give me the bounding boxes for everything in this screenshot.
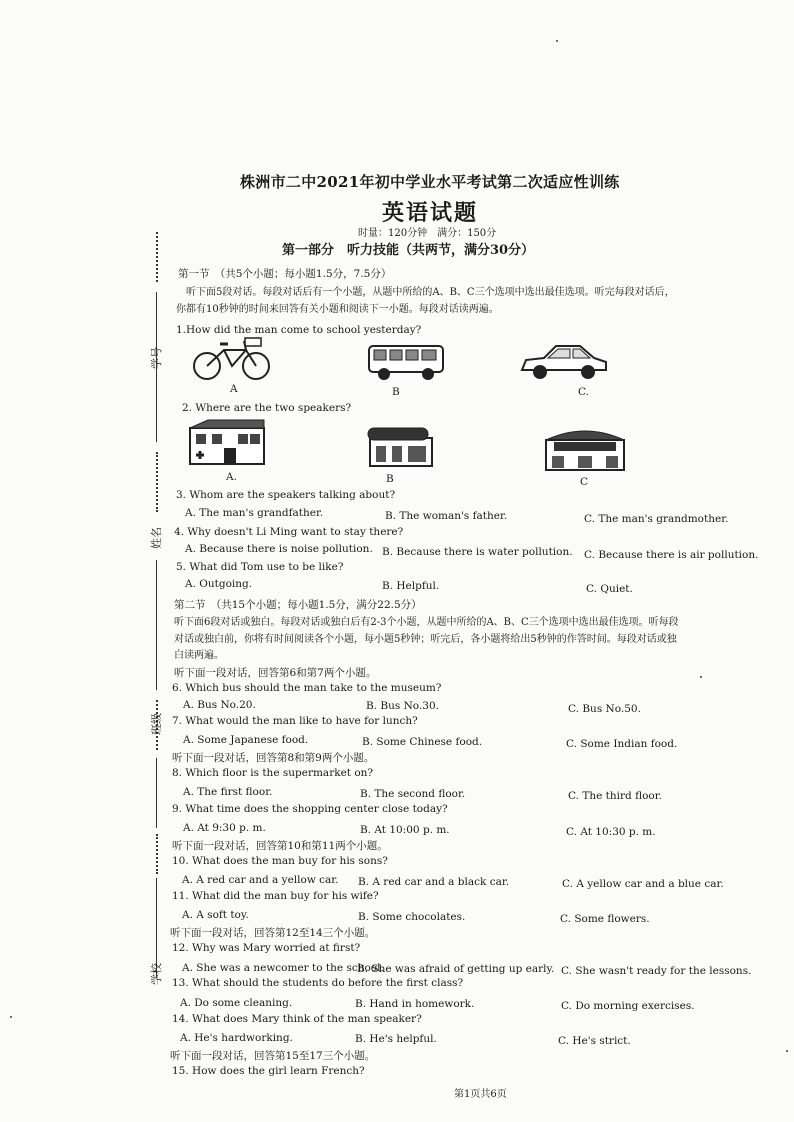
q5-option-b: B. Helpful. xyxy=(382,580,440,592)
q3-option-b: B. The woman's father. xyxy=(385,510,508,522)
restaurant-icon xyxy=(364,424,438,468)
q11-stem: 11. What did the man buy for his wife? xyxy=(172,890,379,902)
q9-option-a: A. At 9:30 p. m. xyxy=(183,822,266,834)
q13-stem: 13. What should the students do before the first class? xyxy=(172,977,464,989)
binding-dots-mid3 xyxy=(156,834,158,874)
q15-stem: 15. How does the girl learn French? xyxy=(172,1065,365,1077)
binding-dots-mid1 xyxy=(156,452,158,512)
q8-stem: 8. Which floor is the supermarket on? xyxy=(172,767,374,779)
q12-option-c: C. She wasn't ready for the lessons. xyxy=(561,965,752,977)
q6-option-b: B. Bus No.30. xyxy=(366,700,439,712)
q6-stem: 6. Which bus should the man take to the museum? xyxy=(172,682,442,694)
q4-option-b: B. Because there is water pollution. xyxy=(382,546,573,558)
q4-option-c: C. Because there is air pollution. xyxy=(584,549,759,561)
q8-option-c: C. The third floor. xyxy=(568,790,662,802)
dialog-instruction-5: 听下面一段对话，回答第15至17三个小题。 xyxy=(170,1050,376,1062)
q11-option-a: A. A soft toy. xyxy=(182,909,249,921)
section1-heading: 第一节 （共5个小题；每小题1.5分，7.5分） xyxy=(178,268,392,280)
binding-line-2 xyxy=(156,560,157,690)
section2-heading: 第二节 （共15个小题；每小题1.5分，满分22.5分） xyxy=(174,599,422,611)
name-label: 姓名 xyxy=(150,527,163,549)
q12-option-b: B. She was afraid of getting up early. xyxy=(357,963,555,975)
section1-instruction-2: 你都有10秒钟的时间来回答有关小题和阅读下一小题。每段对话读两遍。 xyxy=(176,304,499,315)
q1-option-a: A xyxy=(230,383,238,395)
page-number: 第1页共6页 xyxy=(454,1089,507,1100)
q2-option-c: C xyxy=(580,476,589,488)
q7-option-b: B. Some Chinese food. xyxy=(362,736,483,748)
q8-option-a: A. The first floor. xyxy=(183,786,273,798)
q9-stem: 9. What time does the shopping center close today? xyxy=(172,803,448,815)
q6-option-a: A. Bus No.20. xyxy=(183,699,256,711)
q4-stem: 4. Why doesn't Li Ming want to stay there? xyxy=(174,526,404,538)
car-icon xyxy=(518,342,610,382)
q3-option-c: C. The man's grandmother. xyxy=(584,513,729,525)
binding-dots-top xyxy=(156,232,158,282)
dialog-instruction-4: 听下面一段对话，回答第12至14三个小题。 xyxy=(170,927,376,939)
q1-option-c: C. xyxy=(578,386,589,398)
scan-speck xyxy=(10,1016,12,1018)
q5-stem: 5. What did Tom use to be like? xyxy=(176,561,344,573)
q14-option-c: C. He's strict. xyxy=(558,1035,631,1047)
q14-option-b: B. He's helpful. xyxy=(355,1033,437,1045)
q12-stem: 12. Why was Mary worried at first? xyxy=(172,942,361,954)
q14-stem: 14. What does Mary think of the man speaker? xyxy=(172,1013,422,1025)
scan-speck xyxy=(786,1050,788,1052)
q7-stem: 7. What would the man like to have for lunch? xyxy=(172,715,418,727)
q14-option-a: A. He's hardworking. xyxy=(180,1032,293,1044)
student-id-label: 学号 xyxy=(150,347,163,369)
q9-option-b: B. At 10:00 p. m. xyxy=(360,824,450,836)
section1-instruction-1: 听下面5段对话。每段对话后有一个小题，从题中所给的A、B、C三个选项中选出最佳选项。听完每段对话后， xyxy=(186,287,675,298)
part-heading: 第一部分 听力技能（共两节，满分30分） xyxy=(282,243,535,258)
exam-timing: 时量：120分钟 满分：150分 xyxy=(358,228,497,239)
class-label: 班级 xyxy=(150,713,163,735)
subject-title: 英语试题 xyxy=(382,200,479,226)
q13-option-b: B. Hand in homework. xyxy=(355,998,475,1010)
q2-option-a: A. xyxy=(226,471,237,483)
q7-option-a: A. Some Japanese food. xyxy=(183,734,309,746)
bicycle-icon xyxy=(190,336,274,382)
q13-option-c: C. Do morning exercises. xyxy=(561,1000,695,1012)
q2-option-b: B xyxy=(386,473,394,485)
q10-option-b: B. A red car and a black car. xyxy=(358,876,510,888)
q10-option-c: C. A yellow car and a blue car. xyxy=(562,878,724,890)
q12-option-a: A. She was a newcomer to the school. xyxy=(182,962,384,974)
q13-option-a: A. Do some cleaning. xyxy=(180,997,293,1009)
section2-instruction-3: 白读两遍。 xyxy=(174,650,224,661)
cinema-icon xyxy=(540,424,630,472)
dialog-instruction-2: 听下面一段对话，回答第8和第9两个小题。 xyxy=(172,752,375,764)
q11-option-c: C. Some flowers. xyxy=(560,913,650,925)
q3-stem: 3. Whom are the speakers talking about? xyxy=(176,489,396,501)
q6-option-c: C. Bus No.50. xyxy=(568,703,641,715)
q3-option-a: A. The man's grandfather. xyxy=(185,507,324,519)
bus-icon xyxy=(366,342,446,382)
q1-option-b: B xyxy=(392,386,400,398)
hospital-icon xyxy=(186,418,268,468)
q9-option-c: C. At 10:30 p. m. xyxy=(566,826,656,838)
q7-option-c: C. Some Indian food. xyxy=(566,738,678,750)
section2-instruction-1: 听下面6段对话或独白。每段对话或独白后有2-3个小题，从题中所给的A、B、C三个选项中选出最佳选项。听每段 xyxy=(174,617,679,628)
scan-speck xyxy=(556,40,558,42)
section2-instruction-2: 对话或独白前，你将有时间阅读各个小题，每小题5秒钟；听完后，各小题将给出5秒钟的作答时间。每段对话或独 xyxy=(174,634,677,645)
q10-stem: 10. What does the man buy for his sons? xyxy=(172,855,388,867)
exam-title: 株洲市二中2021年初中学业水平考试第二次适应性训练 xyxy=(240,173,620,191)
dialog-instruction-3: 听下面一段对话，回答第10和第11两个小题。 xyxy=(172,840,388,852)
q10-option-a: A. A red car and a yellow car. xyxy=(182,874,339,886)
q2-stem: 2. Where are the two speakers? xyxy=(182,402,352,414)
q1-stem: 1.How did the man come to school yesterday? xyxy=(176,324,422,336)
q8-option-b: B. The second floor. xyxy=(360,788,466,800)
dialog-instruction-1: 听下面一段对话，回答第6和第7两个小题。 xyxy=(174,667,377,679)
q4-option-a: A. Because there is noise pollution. xyxy=(185,543,373,555)
q11-option-b: B. Some chocolates. xyxy=(358,911,466,923)
q5-option-c: C. Quiet. xyxy=(586,583,633,595)
q5-option-a: A. Outgoing. xyxy=(185,578,253,590)
school-label: 学校 xyxy=(150,963,163,985)
binding-line-3 xyxy=(156,758,157,828)
scan-speck xyxy=(700,676,702,678)
